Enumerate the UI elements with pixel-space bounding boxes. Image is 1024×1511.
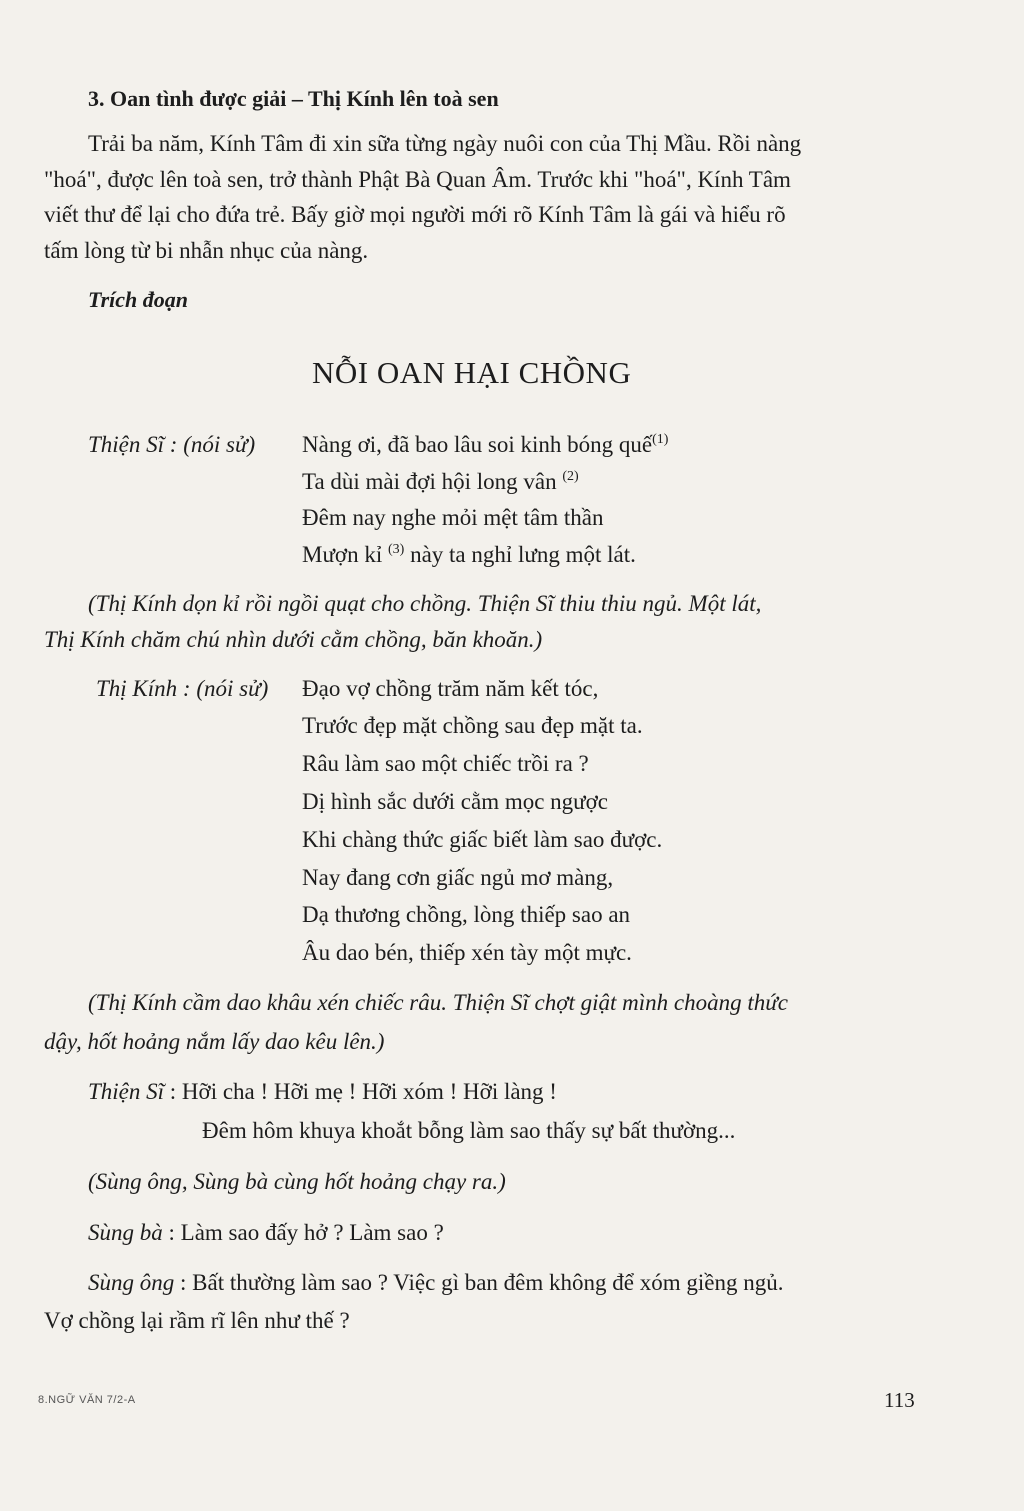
speaker-sung-ba: Sùng bà (88, 1220, 163, 1245)
footnote-ref: (2) (562, 469, 579, 484)
stage-direction: (Thị Kính cầm dao khâu xén chiếc râu. Thiện Sĩ chợt giật mình choàng thức (88, 990, 789, 1015)
stage-direction: dậy, hốt hoảng nắm lấy dao kêu lên.) (44, 1029, 385, 1054)
paragraph-line: viết thư để lại cho đứa trẻ. Bấy giờ mọi người mới rõ Kính Tâm là gái và hiểu rõ (44, 202, 786, 227)
verse-line: Trước đẹp mặt chồng sau đẹp mặt ta. (302, 713, 643, 738)
dialogue-line: Sùng ông : Bất thường làm sao ? Việc gì ban đêm không để xóm giềng ngủ. (88, 1270, 784, 1295)
page-number: 113 (884, 1388, 915, 1412)
verse-line: Đạo vợ chồng trăm năm kết tóc, (302, 676, 599, 701)
dialogue-line: Thiện Sĩ : Hỡi cha ! Hỡi mẹ ! Hỡi xóm ! Hỡi làng ! (88, 1079, 557, 1104)
paragraph-line: tấm lòng từ bi nhẫn nhục của nàng. (44, 238, 369, 263)
verse-line: Âu dao bén, thiếp xén tày một mực. (302, 940, 632, 965)
footnote-ref: (1) (652, 432, 669, 447)
dialogue-line: Đêm hôm khuya khoắt bỗng làm sao thấy sự bất thường... (202, 1118, 736, 1143)
verse-line: Nàng ơi, đã bao lâu soi kinh bóng quế$^{(1)}$ (302, 432, 669, 457)
footnote-ref: (3) (387, 542, 405, 557)
excerpt-title: NỖI OAN HẠI CHỒNG (312, 355, 632, 390)
verse-line: Ta dùi mài đợi hội long vân $^{(2)}$ (302, 469, 579, 494)
speaker-thien-si: Thiện Sĩ : (nói sử) (88, 432, 256, 457)
footer-code: 8.NGỮ VĂN 7/2-A (38, 1394, 136, 1406)
paragraph-line: "hoá", được lên toà sen, trở thành Phật Bà Quan Âm. Trước khi "hoá", Kính Tâm (44, 167, 791, 192)
section-heading: 3. Oan tình được giải – Thị Kính lên toà sen (88, 86, 499, 111)
verse-line: Nay đang cơn giấc ngủ mơ màng, (302, 865, 614, 890)
dialogue-line: Sùng bà : Làm sao đấy hở ? Làm sao ? (88, 1220, 444, 1245)
excerpt-label: Trích đoạn (88, 287, 189, 312)
speaker-thi-kinh: Thị Kính : (nói sử) (96, 676, 269, 701)
verse-line: Râu làm sao một chiếc trồi ra ? (302, 751, 589, 776)
verse-line: Khi chàng thức giấc biết làm sao được. (302, 827, 663, 852)
verse-line: Dạ thương chồng, lòng thiếp sao an (302, 902, 631, 927)
speaker-thien-si: Thiện Sĩ (88, 1079, 165, 1104)
speaker-sung-ong: Sùng ông (88, 1270, 175, 1295)
stage-direction: (Thị Kính dọn kỉ rồi ngồi quạt cho chồng. Thiện Sĩ thiu thiu ngủ. Một lát, (88, 591, 762, 616)
dialogue-line: Vợ chồng lại rầm rĩ lên như thế ? (44, 1308, 350, 1333)
verse-line: Dị hình sắc dưới cằm mọc ngược (302, 789, 609, 814)
stage-direction: Thị Kính chăm chú nhìn dưới cằm chồng, băn khoăn.) (44, 627, 543, 652)
stage-direction: (Sùng ông, Sùng bà cùng hốt hoảng chạy ra.) (88, 1169, 506, 1194)
paragraph-line: Trải ba năm, Kính Tâm đi xin sữa từng ngày nuôi con của Thị Mầu. Rồi nàng (88, 131, 802, 156)
verse-line: Đêm nay nghe mỏi mệt tâm thần (302, 505, 604, 530)
verse-line: Mượn kỉ $^{(3)}$ này ta nghỉ lưng một lát. (302, 542, 636, 567)
